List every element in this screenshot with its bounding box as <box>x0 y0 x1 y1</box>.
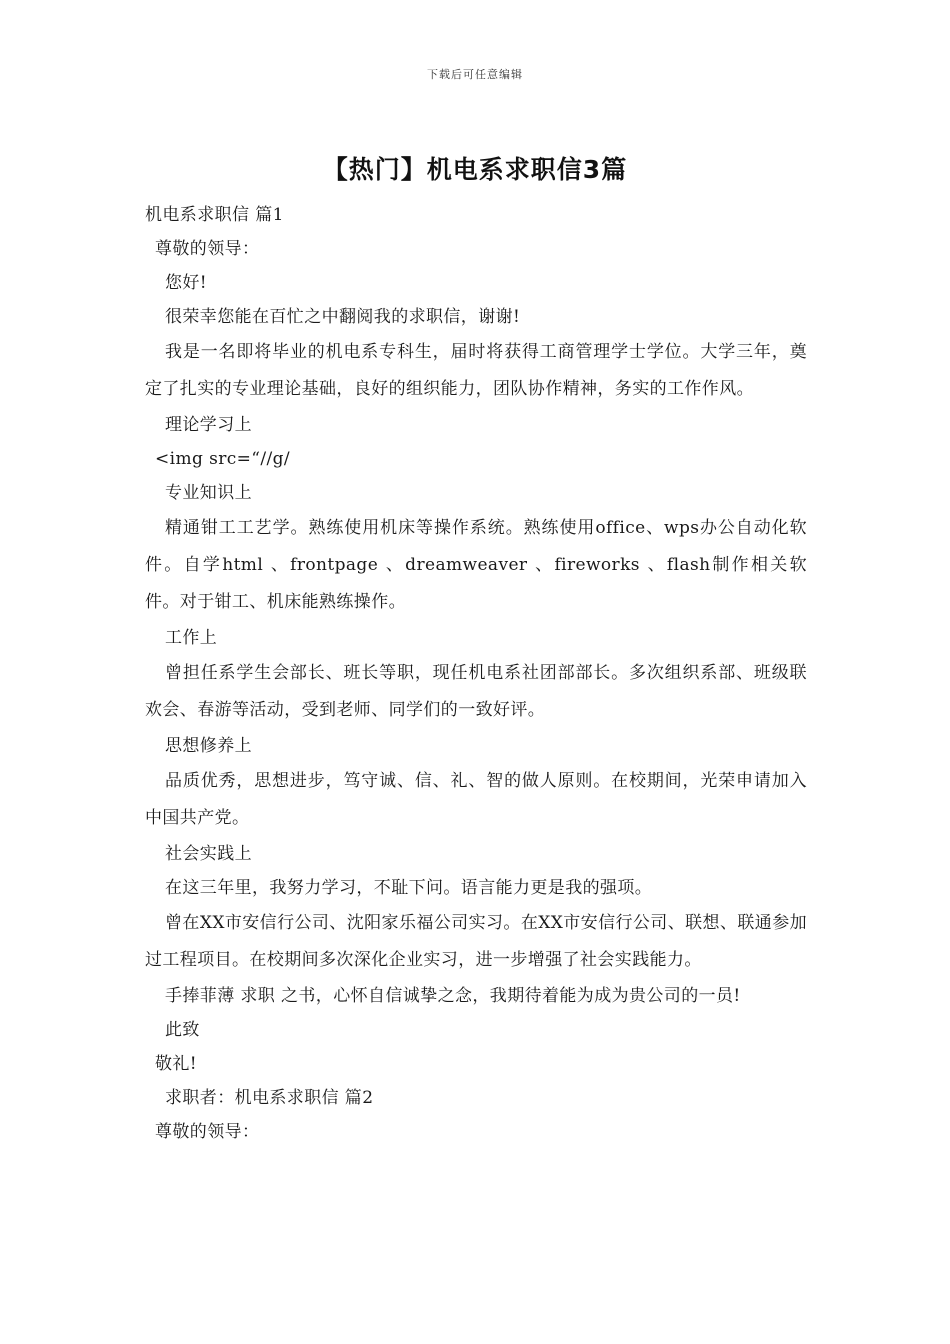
greeting: 您好! <box>165 273 208 293</box>
practice-line: 在这三年里，我努力学习，不耻下问。语言能力更是我的强项。 <box>165 878 653 898</box>
regards-line: 此致 <box>165 1020 200 1040</box>
broken-image-tag: <img src=“//g/ <box>155 449 291 469</box>
salutation: 尊敬的领导： <box>155 239 260 259</box>
salute-line: 敬礼! <box>155 1054 198 1074</box>
subheading-practice: 社会实践上 <box>165 844 252 864</box>
subheading-ideology: 思想修养上 <box>165 736 252 756</box>
intro-paragraph: 我是一名即将毕业的机电系专科生，届时将获得工商管理学士学位。大学三年，奠定了扎实的专业理论基础，良好的组织能力，团队协作精神，务实的工作作风。 <box>145 342 807 399</box>
subheading-knowledge: 专业知识上 <box>165 483 252 503</box>
thanks-line: 很荣幸您能在百忙之中翻阅我的求职信，谢谢! <box>165 307 521 327</box>
subheading-theory: 理论学习上 <box>165 415 252 435</box>
signature-line: 求职者：机电系求职信 篇2 <box>165 1088 374 1108</box>
section-heading-1: 机电系求职信 篇1 <box>145 205 284 225</box>
salutation-2: 尊敬的领导： <box>155 1122 260 1142</box>
header-note: 下载后可任意编辑 <box>427 68 523 81</box>
internship-paragraph: 曾在XX市安信行公司、沈阳家乐福公司实习。在XX市安信行公司、联想、联通参加过工程项目。在校期间多次深化企业实习，进一步增强了社会实践能力。 <box>145 913 807 970</box>
document-title: 【热门】机电系求职信3篇 <box>322 155 628 184</box>
document-body <box>145 198 807 1149</box>
work-paragraph: 曾担任系学生会部长、班长等职，现任机电系社团部部长。多次组织系部、班级联欢会、春游等活动，受到老师、同学们的一致好评。 <box>145 663 807 720</box>
ideology-paragraph: 品质优秀，思想进步，笃守诚、信、礼、智的做人原则。在校期间，光荣申请加入中国共产党。 <box>145 771 807 828</box>
subheading-work: 工作上 <box>165 628 218 648</box>
closing-line: 手捧菲薄 求职 之书，心怀自信诚挚之念，我期待着能为成为贵公司的一员! <box>165 986 741 1006</box>
knowledge-paragraph: 精通钳工工艺学。熟练使用机床等操作系统。熟练使用office、wps办公自动化软件。自学html 、frontpage 、dreamweaver 、fireworks 、flash制作相关软件。对于钳工、机床能熟练操作。 <box>145 518 807 612</box>
